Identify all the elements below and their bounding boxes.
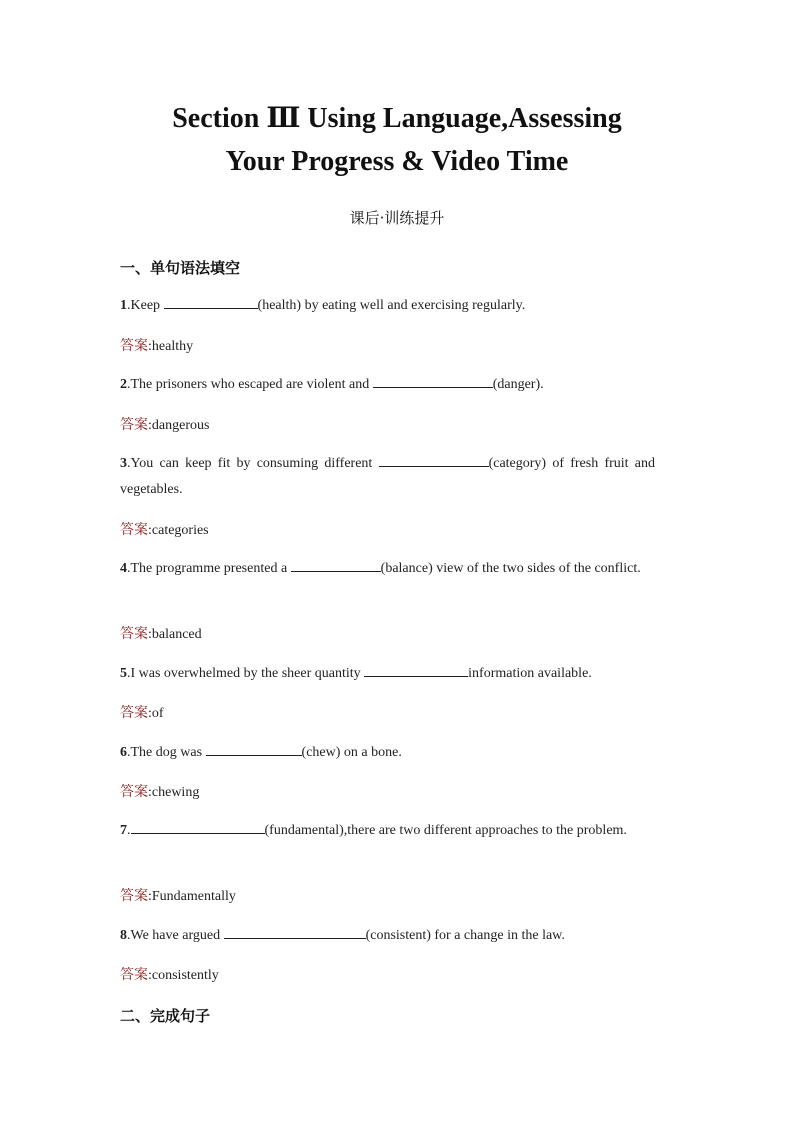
question-text-after: (chew) on a bone. bbox=[301, 745, 402, 760]
question-6 bbox=[120, 740, 655, 766]
answer-text: :of bbox=[148, 706, 164, 721]
answer-blank bbox=[379, 452, 489, 467]
question-text-before: .Keep bbox=[127, 298, 164, 313]
answer-blank bbox=[373, 373, 493, 388]
question-7 bbox=[120, 818, 655, 844]
answer-8 bbox=[120, 965, 219, 986]
question-text-before: .I was overwhelmed by the sheer quantity bbox=[127, 666, 365, 681]
answer-blank bbox=[131, 819, 265, 834]
answer-label: 答案 bbox=[120, 784, 148, 800]
answer-blank bbox=[291, 557, 381, 572]
answer-3 bbox=[120, 520, 209, 541]
answer-blank bbox=[224, 924, 366, 939]
question-number: 5 bbox=[120, 666, 127, 681]
question-text-after: information available. bbox=[468, 666, 592, 681]
question-text-before: .We have argued bbox=[127, 928, 224, 943]
question-text-before: .The prisoners who escaped are violent and bbox=[127, 377, 373, 392]
answer-label: 答案 bbox=[120, 626, 148, 642]
section-heading-grammar-fill: 一、单句语法填空 bbox=[120, 259, 241, 277]
answer-1 bbox=[120, 336, 193, 357]
answer-label: 答案 bbox=[120, 338, 148, 354]
question-text-after: (category) of fresh fruit and vegetables. bbox=[120, 456, 656, 497]
answer-4 bbox=[120, 624, 202, 645]
answer-label: 答案 bbox=[120, 705, 148, 721]
question-1 bbox=[120, 293, 655, 319]
answer-text: :healthy bbox=[148, 339, 194, 354]
answer-5 bbox=[120, 703, 164, 724]
question-number: 2 bbox=[120, 377, 127, 392]
answer-label: 答案 bbox=[120, 967, 148, 983]
question-3 bbox=[120, 451, 655, 503]
question-number: 6 bbox=[120, 745, 127, 760]
question-text-after: (consistent) for a change in the law. bbox=[365, 928, 565, 943]
answer-7 bbox=[120, 886, 236, 907]
answer-text: :categories bbox=[148, 523, 209, 538]
question-text-before: .The programme presented a bbox=[127, 561, 291, 576]
answer-text: :chewing bbox=[148, 785, 200, 800]
answer-label: 答案 bbox=[120, 522, 148, 538]
question-number: 7 bbox=[120, 823, 127, 838]
answer-6 bbox=[120, 782, 199, 803]
question-number: 3 bbox=[120, 456, 127, 471]
question-text-after: (balance) view of the two sides of the conflict. bbox=[380, 561, 641, 576]
answer-2 bbox=[120, 415, 209, 436]
question-text-after: (danger). bbox=[492, 377, 544, 392]
page-subtitle: 课后·训练提升 bbox=[349, 209, 445, 227]
page-title-line-1: Section Ⅲ Using Language,Assessing bbox=[172, 103, 622, 134]
answer-label: 答案 bbox=[120, 888, 148, 904]
question-5 bbox=[120, 661, 655, 687]
question-number: 8 bbox=[120, 928, 127, 943]
question-text-after: (health) by eating well and exercising regularly. bbox=[257, 298, 526, 313]
question-text-after: (fundamental),there are two different approaches to the problem. bbox=[264, 823, 627, 838]
question-8 bbox=[120, 923, 655, 949]
question-text-before: . bbox=[127, 823, 131, 838]
question-text-before: .The dog was bbox=[127, 745, 206, 760]
answer-blank bbox=[364, 662, 468, 677]
answer-blank bbox=[164, 294, 258, 309]
question-text-before: .You can keep fit by consuming different bbox=[127, 456, 379, 471]
answer-text: :consistently bbox=[148, 968, 219, 983]
question-number: 4 bbox=[120, 561, 127, 576]
question-number: 1 bbox=[120, 298, 127, 313]
answer-text: :Fundamentally bbox=[148, 889, 236, 904]
page-title-line-2: Your Progress & Video Time bbox=[225, 146, 569, 177]
answer-text: :balanced bbox=[148, 627, 202, 642]
question-4 bbox=[120, 556, 655, 582]
answer-label: 答案 bbox=[120, 417, 148, 433]
question-2 bbox=[120, 372, 655, 398]
answer-blank bbox=[206, 741, 302, 756]
section-heading-sentence-completion: 二、完成句子 bbox=[120, 1007, 211, 1025]
answer-text: :dangerous bbox=[148, 418, 210, 433]
